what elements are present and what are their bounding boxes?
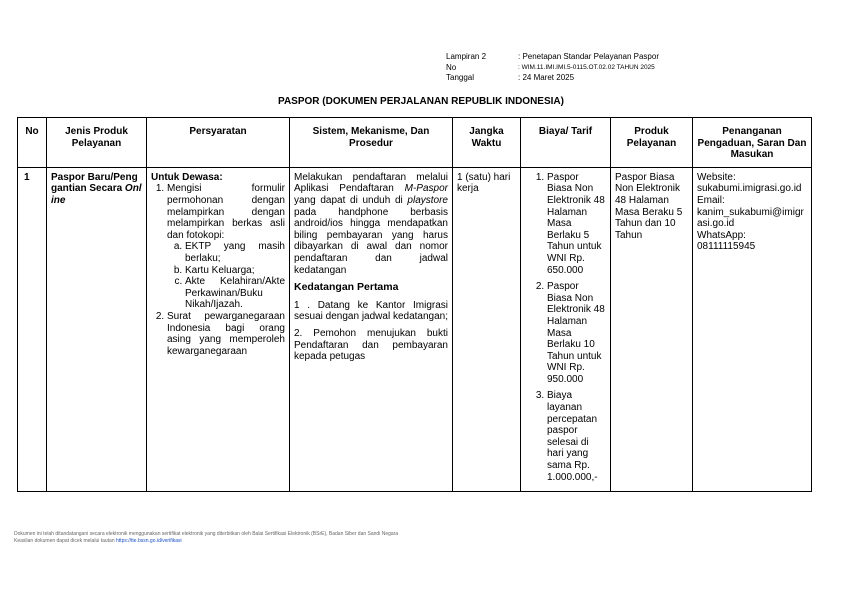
- footer-text: Keaslian dokumen dapat dicek melalui tautan: [14, 538, 117, 544]
- header-persyaratan: Persyaratan: [147, 118, 290, 168]
- verification-link[interactable]: https://tte.bssn.go.id/verifikasi: [116, 538, 182, 544]
- persyaratan-subitem: a. EKTP yang masih berlaku;: [185, 241, 285, 264]
- cell-produk: Paspor Biasa Non Elektronik 48 Halaman Masa Beraku 5 Tahun dan 10 Tahun: [611, 167, 693, 491]
- persyaratan-subitem: b. Kartu Keluarga;: [185, 265, 285, 277]
- meta-key: No: [446, 62, 457, 72]
- meta-row-lampiran: [446, 52, 659, 63]
- tarif-item: 2. Paspor Biasa Non Elektronik 48 Halaman Masa Berlaku 10 Tahun untuk WNI Rp. 950.000: [547, 281, 606, 385]
- kedatangan-heading: Kedatangan Pertama: [294, 281, 399, 294]
- sistem-text: yang dapat di unduh di: [294, 194, 408, 206]
- tarif-list: [525, 172, 606, 483]
- header-biaya: Biaya/ Tarif: [521, 118, 611, 168]
- cell-pengaduan: [693, 167, 812, 491]
- table-row: [18, 167, 812, 491]
- whatsapp-label: WhatsApp:: [697, 229, 746, 241]
- footer-line: Dokumen ini telah ditandatangani secara elektronik menggunakan sertifikat elektronik yang diterbitkan oleh Balai Sertifikasi Elektronik (BSrE), Badan Siber dan Sandi Negara: [14, 531, 399, 537]
- persyaratan-sublist: [167, 241, 285, 311]
- persyaratan-item: [167, 183, 285, 311]
- meta-value: : WIM.11.IMI.IMI.5-0115.OT.02.02 TAHUN 2025: [518, 63, 655, 71]
- meta-key: Tanggal: [446, 73, 475, 82]
- document-title: PASPOR (DOKUMEN PERJALANAN REPUBLIK INDONESIA): [278, 96, 564, 107]
- meta-value: : Penetapan Standar Pelayanan Paspor: [518, 52, 659, 61]
- jenis-produk-online: Online: [51, 183, 142, 206]
- header-sistem: Sistem, Mekanisme, Dan Prosedur: [290, 118, 453, 168]
- cell-jangka-waktu: 1 (satu) hari kerja: [453, 167, 521, 491]
- cell-persyaratan: [147, 167, 290, 491]
- persyaratan-heading: Untuk Dewasa:: [151, 171, 223, 183]
- meta-row-nomor: [446, 63, 659, 74]
- website-link[interactable]: sukabumi.imigrasi.go.id: [697, 183, 802, 195]
- esignature-footer: [14, 531, 398, 545]
- website-label: Website:: [697, 171, 736, 183]
- sistem-text: pada handphone berbasis android/ios hingga mendapatkan biling pembayaran yang harus dibayarkan di awal dan nomor pendaftaran dan jadwal kedatangan: [294, 206, 448, 276]
- cell-biaya: [521, 167, 611, 491]
- header-jangka-waktu: Jangka Waktu: [453, 118, 521, 168]
- table-header-row: [18, 118, 812, 168]
- footer-line: [14, 538, 398, 545]
- tarif-item: 1. Paspor Biasa Non Elektronik 48 Halaman Masa Berlaku 5 Tahun untuk WNI Rp. 650.000: [547, 172, 606, 276]
- procedure-step: 1 . Datang ke Kantor Imigrasi sesuai dengan jadwal kedatangan;: [294, 299, 449, 323]
- meta-key: Lampiran 2: [446, 52, 487, 61]
- procedure-step: 2. Pemohon menujukan bukti Pendaftaran dan pembayaran kepada petugas: [294, 327, 448, 363]
- header-pengaduan: Penanganan Pengaduan, Saran Dan Masukan: [693, 118, 812, 168]
- attachment-metadata: [446, 52, 659, 84]
- cell-sistem-mekanisme: [290, 167, 453, 491]
- persyaratan-list: [151, 183, 285, 357]
- service-standard-table: [17, 117, 812, 492]
- header-jenis-produk: Jenis Produk Pelayanan: [47, 118, 147, 168]
- sistem-text: Melakukan pendaftaran melalui Aplikasi Pendaftaran: [294, 171, 448, 195]
- cell-jenis-produk: [47, 167, 147, 491]
- playstore-name: playstore: [407, 194, 448, 206]
- persyaratan-item: 2. Surat pewarganegaraan Indonesia bagi orang asing yang memperoleh kewarganegaraan: [167, 311, 285, 357]
- email-link[interactable]: kanim_sukabumi@imigrasi.go.id: [697, 206, 804, 230]
- header-produk: Produk Pelayanan: [611, 118, 693, 168]
- jenis-produk-text: Paspor Baru/Penggantian Secara: [51, 171, 138, 195]
- meta-value: : 24 Maret 2025: [518, 73, 575, 82]
- header-no: No: [18, 118, 47, 168]
- whatsapp-number: 08111115945: [697, 241, 756, 253]
- mpaspor-app-name: M-Paspor: [404, 183, 448, 195]
- tarif-item: 3. Biaya layanan percepatan paspor selesai di hari yang sama Rp. 1.000.000,-: [547, 390, 606, 483]
- row-number: 1: [18, 167, 47, 491]
- persyaratan-item-text: Mengisi formulir permohonan dengan melampirkan dengan melampirkan berkas asli dan fotokopi:: [167, 183, 285, 241]
- meta-row-tanggal: [446, 73, 659, 84]
- persyaratan-subitem: c. Akte Kelahiran/Akte Perkawinan/Buku Nikah/Ijazah.: [185, 276, 285, 311]
- sistem-paragraph: [294, 172, 448, 276]
- email-label: Email:: [697, 194, 725, 206]
